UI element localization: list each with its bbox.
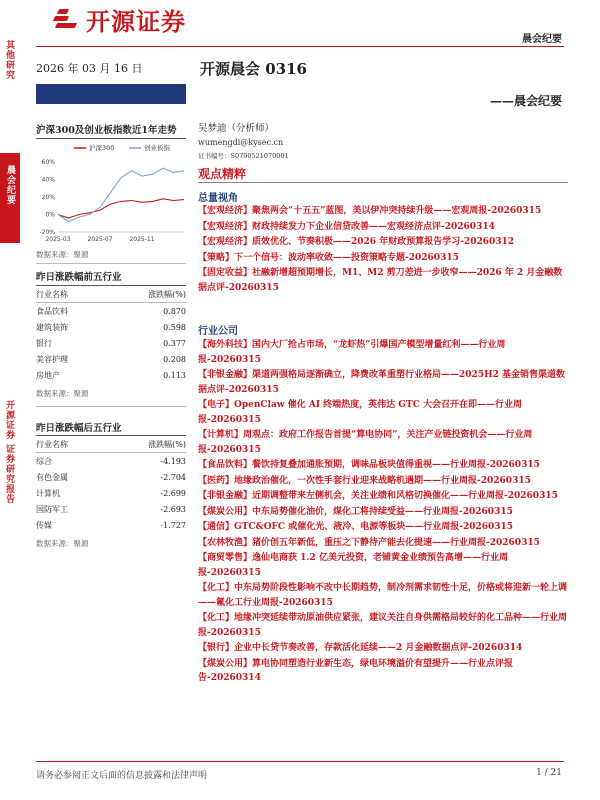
- report-item-tag: 【宏观经济】: [198, 221, 253, 232]
- report-item[interactable]: [198, 266, 568, 295]
- industry-name: 建筑装饰: [36, 322, 68, 332]
- table-row: [36, 453, 186, 469]
- report-item[interactable]: [198, 220, 568, 235]
- table-row: [36, 367, 186, 383]
- report-item-text: 渠道两强格局逐渐确立，降费改革重塑行业格局——2025H2 基金销售渠道数据点评-20260315: [198, 370, 565, 395]
- report-item-text: 周观点：政府工作报告首提“算电协同”，关注产业链投资机会——行业周报-20260315: [198, 430, 533, 455]
- chart-lines: [58, 168, 184, 221]
- report-item-tag: 【固定收益】: [198, 268, 253, 278]
- industry-heading: 行业公司: [198, 326, 238, 337]
- report-item-text: GTC&OFC 或催化光、液冷、电源等板块——行业周报-20260315: [234, 522, 514, 532]
- x-tick-label: 2025-11: [129, 236, 155, 243]
- divider: [36, 263, 186, 264]
- industry-name: 综合: [36, 456, 52, 466]
- report-item-tag: 【食品饮料】: [198, 460, 253, 470]
- y-tick-label: 0%: [45, 211, 55, 219]
- chart-heading: 沪深300及创业板指数近1年走势: [36, 125, 177, 136]
- report-item-tag: 【农林牧渔】: [198, 537, 253, 548]
- report-item-text: 财政持续发力下企业信贷改善——宏观经济点评-20260314: [252, 221, 495, 232]
- report-item[interactable]: [198, 520, 568, 535]
- col-change: 涨跌幅(%): [148, 289, 186, 299]
- y-tick-label: 60%: [41, 159, 55, 166]
- report-item-text: OpenClaw 催化 AI 终端热度，英伟达 GTC 大会召开在即——行业周报-20260315: [198, 400, 522, 425]
- x-tick-label: 2025-03: [45, 236, 71, 243]
- sidebar-top-label: 其他研究: [4, 40, 14, 80]
- report-item-tag: 【宏观经济】: [198, 206, 253, 216]
- change-value: -2.693: [160, 504, 186, 514]
- report-item[interactable]: [198, 581, 568, 610]
- report-item[interactable]: [198, 368, 568, 397]
- report-item[interactable]: [198, 338, 568, 367]
- y-tick-label: 40%: [41, 176, 55, 184]
- change-value: 0.113: [163, 370, 186, 380]
- report-item-text: 近期调整带来左侧机会，关注业绩和风格切换催化——行业周报-20260315: [252, 491, 558, 501]
- macro-list: [198, 204, 568, 296]
- change-value: -1.727: [160, 520, 186, 530]
- report-item[interactable]: [198, 551, 568, 580]
- table-row: [36, 485, 186, 501]
- macro-heading: 总量视角: [198, 193, 238, 204]
- header-divider: [36, 46, 564, 47]
- report-item[interactable]: [198, 204, 568, 219]
- legend-label: 沪深300: [89, 144, 115, 152]
- industry-name: 计算机: [36, 488, 60, 498]
- industry-list: [198, 338, 568, 687]
- report-item-text: 下一个信号：波动率收敛——投资策略专题-20260315: [234, 252, 459, 263]
- brand-logo: [52, 2, 186, 37]
- report-item-text: 餐饮持复叠加通胀预期，调味品板块值得重视——行业周报-20260315: [252, 460, 540, 470]
- report-item-text: 企业中长贷节奏改善，存款活化延续——2 月金融数据点评-20260314: [234, 643, 523, 653]
- report-subtitle: ——晨会纪要: [489, 94, 562, 108]
- report-item[interactable]: [198, 505, 568, 520]
- report-item-text: 算电协同塑造行业新生态，绿电环境溢价有望提升——行业点评报告-20260314: [198, 658, 514, 683]
- highlights-rule: [198, 182, 568, 183]
- report-item-text: 地缘冲突延续带动原油供应紧张，建议关注自身供需格局较好的化工品种——行业周报-20260315: [198, 613, 568, 638]
- report-item[interactable]: [198, 657, 568, 686]
- industry-name: 食品饮料: [36, 306, 68, 316]
- sidebar-middle-label: 晨会纪要: [5, 165, 15, 205]
- header-tag: 晨会纪要: [522, 34, 562, 45]
- report-item-tag: 【非银金融】: [198, 491, 253, 501]
- losers-table: [36, 436, 186, 533]
- table-row: [36, 501, 186, 517]
- change-value: -4.193: [160, 456, 186, 466]
- chart-heading-rule: [36, 138, 186, 139]
- analyst-cert: 证书编号：S0790521070001: [198, 152, 289, 160]
- change-value: -2.704: [160, 472, 186, 482]
- table-row: [36, 351, 186, 367]
- report-item-tag: 【计算机】: [198, 430, 244, 440]
- date-bar: [36, 84, 186, 104]
- chart-axis: [39, 159, 184, 243]
- chart-legend: [74, 143, 171, 152]
- losers-source: 数据来源：聚源: [36, 539, 89, 548]
- report-item[interactable]: [198, 235, 568, 250]
- change-value: 0.870: [163, 306, 186, 316]
- footer-divider: [36, 761, 564, 762]
- industry-name: 银行: [36, 338, 52, 348]
- change-value: 0.208: [163, 354, 186, 364]
- report-item-tag: 【策略】: [198, 252, 235, 263]
- report-item[interactable]: [198, 474, 568, 489]
- table-row: [36, 335, 186, 351]
- analyst-email[interactable]: wumengdi@kysec.cn: [198, 138, 284, 147]
- report-item[interactable]: [198, 611, 568, 640]
- report-item-tag: 【煤炭公用】: [198, 658, 253, 669]
- gainers-table: [36, 286, 186, 383]
- legend-label: 创业板指: [144, 144, 170, 152]
- industry-name: 美容护理: [36, 354, 68, 364]
- x-tick-label: 2025-07: [87, 236, 113, 243]
- change-value: 0.377: [163, 338, 186, 348]
- divider: [36, 406, 186, 407]
- report-item-tag: 【商贸零售】: [198, 553, 253, 563]
- losers-heading: 昨日涨跌幅后五行业: [36, 423, 122, 434]
- index-line-chart: [34, 140, 188, 248]
- report-item-text: 逸仙电商获 1.2 亿美元投资，老铺黄金业绩预告高增——行业周报-20260315: [198, 553, 508, 578]
- report-title: 开源晨会 0316: [200, 60, 307, 78]
- sidebar-highlight: [0, 153, 20, 243]
- gainers-heading: 昨日涨跌幅前五行业: [36, 272, 122, 283]
- chart-source: 数据来源：聚源: [36, 250, 89, 259]
- report-item[interactable]: [198, 641, 568, 656]
- report-item-tag: 【电子】: [198, 400, 235, 410]
- report-item-tag: 【海外科技】: [198, 340, 253, 350]
- change-value: 0.598: [163, 322, 186, 332]
- y-tick-label: -20%: [39, 229, 55, 236]
- report-item-text: 质效优化、节奏积极——2026 年财政预算报告学习-20260312: [252, 237, 515, 247]
- table-row: [36, 319, 186, 335]
- brand-name: 开源证券: [86, 8, 186, 36]
- report-item-text: 国内大厂抢占市场，“龙虾热”引爆国产模型增量红利——行业周报-20260315: [198, 340, 506, 365]
- report-item-tag: 【医药】: [198, 475, 235, 486]
- report-item-tag: 【煤炭公用】: [198, 506, 253, 517]
- report-item-tag: 【通信】: [198, 522, 235, 532]
- industry-name: 房地产: [36, 370, 60, 380]
- report-item-tag: 【银行】: [198, 643, 235, 653]
- page-number: 1 / 21: [536, 768, 562, 778]
- report-item-text: 聚焦两会“十五五”蓝图，美以伊冲突持续升级——宏观周报-20260315: [252, 206, 542, 216]
- sidebar-bottom-label: 开源证券 证券研究报告: [4, 400, 14, 505]
- report-item-text: 社融新增超预期增长，M1、M2 剪刀差进一步收窄——2026 年 2 月金融数据点评-20260315: [198, 268, 563, 293]
- report-item[interactable]: [198, 428, 568, 457]
- industry-name: 有色金属: [36, 472, 68, 482]
- change-value: -2.699: [160, 488, 186, 498]
- series-line: [58, 168, 184, 221]
- report-item[interactable]: [198, 489, 568, 504]
- report-item-text: 猪价创五年新低，重压之下静待产能去化提速——行业周报-20260315: [252, 537, 540, 548]
- report-item[interactable]: [198, 398, 568, 427]
- table-row: [36, 303, 186, 319]
- y-tick-label: 20%: [41, 194, 55, 201]
- logo-mark-icon: [52, 7, 78, 33]
- report-item-text: 中东局势阶段性影响不改中长期趋势，制冷剂需求韧性十足，价格或将迎新一轮上调——氟化工行业周报-20260315: [198, 583, 568, 608]
- analyst-name: 吴梦迪（分析师）: [198, 123, 275, 134]
- col-change: 涨跌幅(%): [148, 439, 186, 449]
- report-item[interactable]: [198, 536, 568, 551]
- gainers-source: 数据来源：聚源: [36, 389, 89, 398]
- report-item-tag: 【化工】: [198, 583, 235, 593]
- report-item-tag: 【宏观经济】: [198, 237, 253, 247]
- highlights-heading: 观点精粹: [198, 167, 247, 181]
- table-header: [36, 286, 186, 303]
- report-date: 2026 年 03 月 16 日: [36, 62, 143, 75]
- table-row: [36, 517, 186, 533]
- report-item[interactable]: [198, 251, 568, 266]
- report-item-tag: 【化工】: [198, 613, 235, 623]
- report-item-tag: 【非银金融】: [198, 370, 253, 380]
- industry-name: 国防军工: [36, 504, 68, 514]
- report-item-text: 地缘政治催化，一次性手套行业迎来战略机遇期——行业周报-20260315: [234, 475, 531, 486]
- series-line: [58, 199, 184, 218]
- table-header: [36, 436, 186, 453]
- report-item-text: 中东局势催化油价，煤化工将持续受益——行业周报-20260315: [252, 506, 513, 517]
- footer-disclaimer: 请务必参阅正文后面的信息披露和法律声明: [36, 771, 208, 781]
- industry-name: 传媒: [36, 520, 52, 530]
- table-row: [36, 469, 186, 485]
- col-industry: 行业名称: [36, 439, 68, 449]
- report-item[interactable]: [198, 458, 568, 473]
- col-industry: 行业名称: [36, 289, 68, 299]
